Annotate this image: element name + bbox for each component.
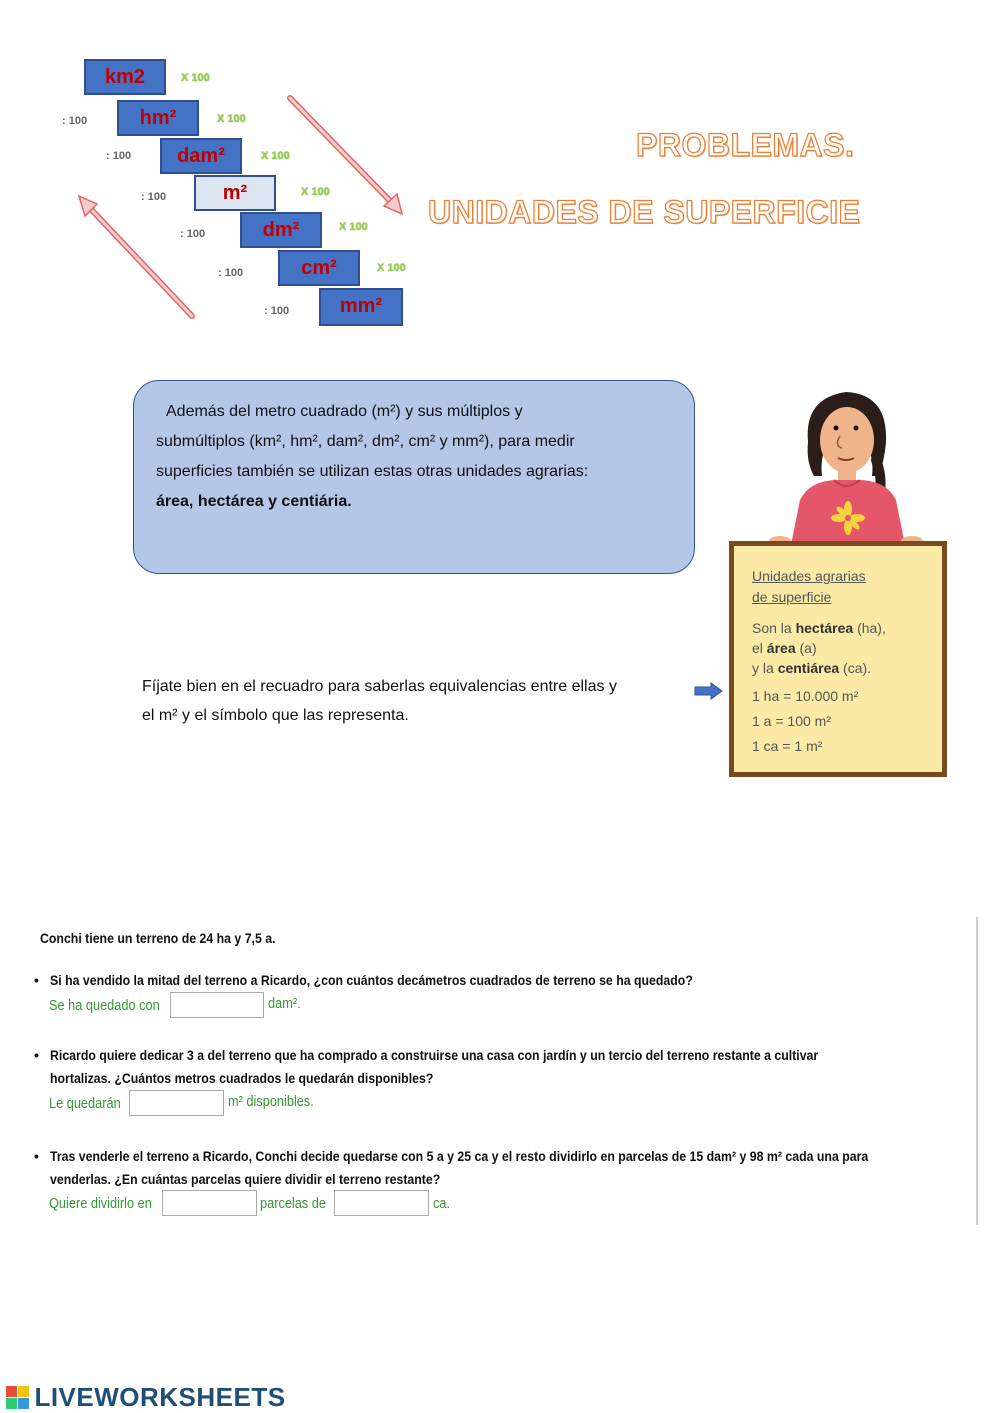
arrow-right-icon xyxy=(694,682,724,700)
unit-step-dm2: dm² xyxy=(240,212,322,248)
unit-step-hm2: hm² xyxy=(117,100,199,136)
girl-illustration xyxy=(760,380,940,550)
unit-step-cm2: cm² xyxy=(278,250,360,286)
info-line: submúltiplos (km², hm², dam², dm², cm² y mm²), para medir xyxy=(156,433,575,450)
answer-2-suffix: m² disponibles. xyxy=(228,1094,314,1110)
answer-1-input[interactable] xyxy=(170,992,264,1018)
liveworksheets-logo-icon xyxy=(6,1386,30,1410)
answer-3-suffix: ca. xyxy=(433,1196,451,1212)
info-box xyxy=(133,380,695,574)
agrarian-units-board xyxy=(729,541,947,777)
instruction-text xyxy=(142,672,692,730)
divide-label: : 100 xyxy=(141,191,167,203)
board-text-line: Son la hectárea (ha), xyxy=(752,620,886,636)
info-line: superficies también se utilizan estas otras unidades agrarias: xyxy=(156,463,589,480)
answer-2-prefix: Le quedarán xyxy=(49,1096,121,1112)
divide-label: : 100 xyxy=(106,150,132,162)
board-equivalence: 1 ha = 10.000 m² xyxy=(752,688,859,704)
conversion-arrows xyxy=(0,0,420,340)
answer-1-suffix: dam². xyxy=(268,996,301,1012)
section-divider xyxy=(976,917,978,1225)
multiply-label: X 100 xyxy=(301,186,330,198)
multiply-label: X 100 xyxy=(377,262,406,274)
instruction-line: Fíjate bien en el recuadro para saberlas equivalencias entre ellas y xyxy=(142,678,617,695)
problem-intro: Conchi tiene un terreno de 24 ha y 7,5 a. xyxy=(40,930,276,946)
info-line-bold: área, hectárea y centiária. xyxy=(156,493,352,510)
question-3-line-1: Tras venderle el terreno a Ricardo, Conchi decide quedarse con 5 a y 25 ca y el resto dividirlo en parcelas de 15 dam² y 98 m² cada una para xyxy=(50,1148,869,1164)
unit-step-m2: m² xyxy=(194,175,276,211)
arrow-up-left-icon xyxy=(79,196,192,316)
board-heading: de superficie xyxy=(752,589,832,605)
page-title: PROBLEMAS. xyxy=(636,127,855,163)
multiply-label: X 100 xyxy=(339,221,368,233)
page-subtitle: UNIDADES DE SUPERFICIE xyxy=(428,194,861,230)
footer-logo xyxy=(6,1382,286,1413)
multiply-label: X 100 xyxy=(181,72,210,84)
multiply-label: X 100 xyxy=(261,150,290,162)
answer-3-middle: parcelas de xyxy=(260,1196,326,1212)
divide-label: : 100 xyxy=(62,115,88,127)
board-equivalence: 1 a = 100 m² xyxy=(752,713,831,729)
multiply-label: X 100 xyxy=(217,113,246,125)
arrow-down-right-icon xyxy=(290,98,402,214)
answer-3-parcels-input[interactable] xyxy=(162,1190,257,1216)
bullet: • xyxy=(34,1047,39,1063)
bullet: • xyxy=(34,972,39,988)
unit-step-dam2: dam² xyxy=(160,138,242,174)
bullet: • xyxy=(34,1148,39,1164)
answer-1-prefix: Se ha quedado con xyxy=(49,998,160,1014)
info-line: Además del metro cuadrado (m²) y sus múltiplos y xyxy=(166,403,523,420)
board-text-line: el área (a) xyxy=(752,640,817,656)
divide-label: : 100 xyxy=(218,267,244,279)
unit-step-km2: km2 xyxy=(84,59,166,95)
answer-3-prefix: Quiere dividirlo en xyxy=(49,1196,152,1212)
question-2-line-2: hortalizas. ¿Cuántos metros cuadrados le quedarán disponibles? xyxy=(50,1070,434,1086)
question-2-line-1: Ricardo quiere dedicar 3 a del terreno que ha comprado a construirse una casa con jardín y un tercio del terreno restante a cultivar xyxy=(50,1047,819,1063)
instruction-line: el m² y el símbolo que las representa. xyxy=(142,707,409,724)
question-1: Si ha vendido la mitad del terreno a Ricardo, ¿con cuántos decámetros cuadrados de terreno se ha quedado? xyxy=(50,972,693,988)
board-text-line: y la centiárea (ca). xyxy=(752,660,872,676)
board-heading: Unidades agrarias xyxy=(752,568,866,584)
unit-step-mm2: mm² xyxy=(319,288,403,326)
divide-label: : 100 xyxy=(264,305,290,317)
divide-label: : 100 xyxy=(180,228,206,240)
answer-2-input[interactable] xyxy=(129,1090,224,1116)
brand-name: LIVEWORKSHEETS xyxy=(34,1382,286,1412)
board-equivalence: 1 ca = 1 m² xyxy=(752,738,823,754)
question-3-line-2: venderlas. ¿En cuántas parcelas quiere dividir el terreno restante? xyxy=(50,1171,441,1187)
answer-3-ca-input[interactable] xyxy=(334,1190,429,1216)
